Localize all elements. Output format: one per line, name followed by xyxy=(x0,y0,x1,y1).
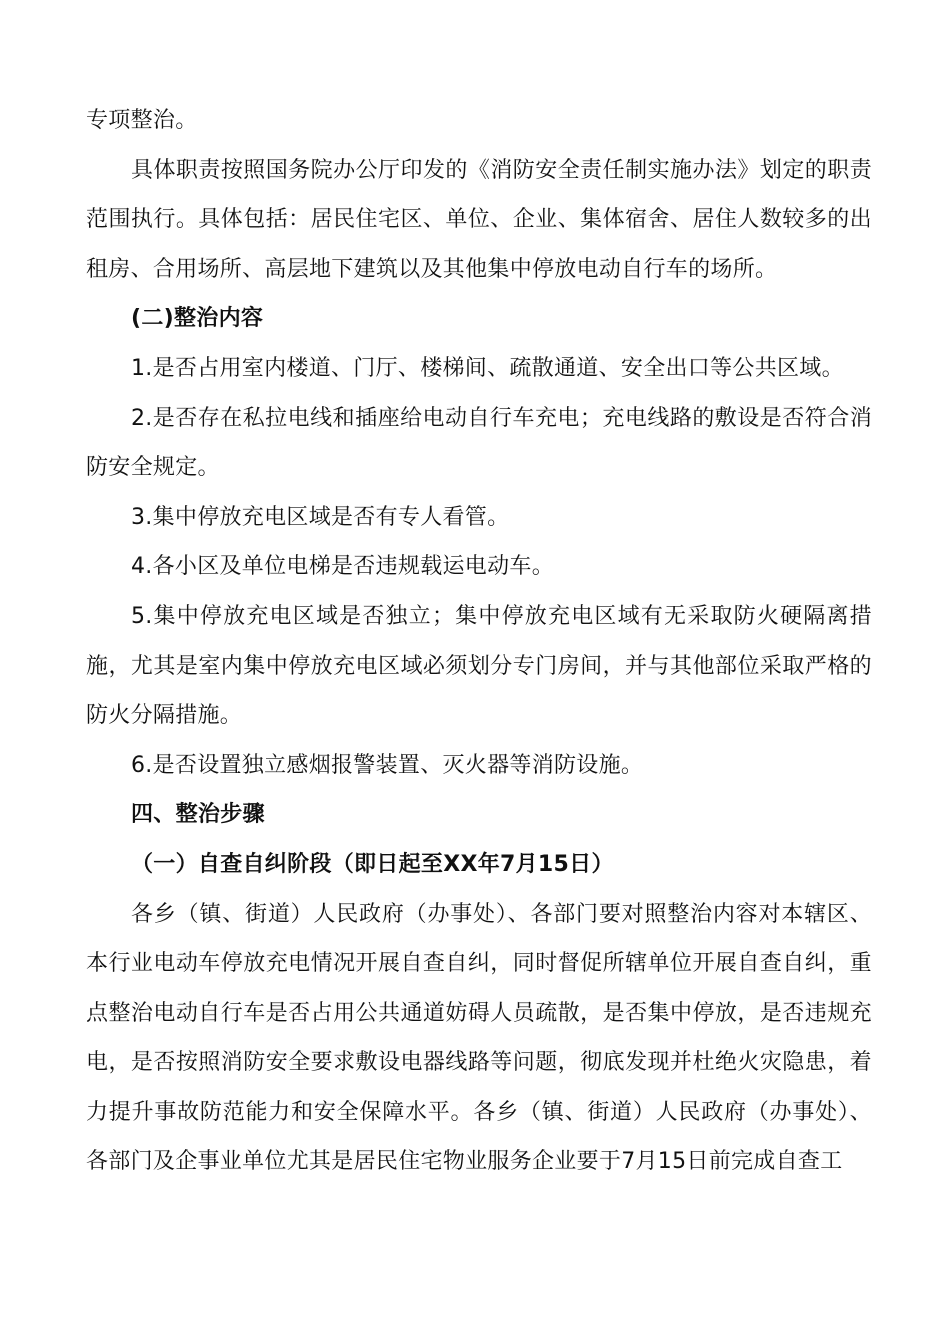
list-item-1: 1.是否占用室内楼道、门厅、楼梯间、疏散通道、安全出口等公共区域。 xyxy=(131,355,844,381)
paragraph-responsibility-scope: 具体职责按照国务院办公厅印发的《消防安全责任制实施办法》划定的职责范围执行。具体包括：居民住宅区、单位、企业、集体宿舍、居住人数较多的出租房、合用场所、高层地下建筑以及其他集中停放电动自行车的场所。 xyxy=(86,157,872,282)
paragraph-self-check-details: 各乡（镇、街道）人民政府（办事处）、各部门要对照整治内容对本辖区、本行业电动车停放充电情况开展自查自纠，同时督促所辖单位开展自查自纠，重点整治电动自行车是否占用公共通道妨碍人员疏散，是否集中停放，是否违规充电，是否按照消防安全要求敷设电器线路等问题，彻底发现并杜绝火灾隐患，着力提升事故防范能力和安全保障水平。各乡（镇、街道）人民政府（办事处）、各部门及企事业单位尤其是居民住宅物业服务企业要于7月15日前完成自查工 xyxy=(86,901,872,1175)
list-item-5: 5.集中停放充电区域是否独立；集中停放充电区域有无采取防火硬隔离措施，尤其是室内集中停放充电区域必须划分专门房间，并与其他部位采取严格的防火分隔措施。 xyxy=(86,603,872,729)
paragraph-continuation: 专项整治。 xyxy=(86,108,198,133)
list-item-3: 3.集中停放充电区域是否有专人看管。 xyxy=(131,504,510,530)
document-body xyxy=(86,96,872,1187)
list-item-6: 6.是否设置独立感烟报警装置、灭火器等消防设施。 xyxy=(131,752,644,778)
section-heading-steps: 四、整治步骤 xyxy=(131,802,265,828)
list-item-4: 4.各小区及单位电梯是否违规载运电动车。 xyxy=(131,554,554,580)
section-heading-rectification-content: (二)整治内容 xyxy=(131,306,264,332)
subsection-heading-self-check: （一）自查自纠阶段（即日起至XX年7月15日） xyxy=(131,851,614,877)
list-item-2: 2.是否存在私拉电线和插座给电动自行车充电；充电线路的敷设是否符合消防安全规定。 xyxy=(86,405,872,481)
